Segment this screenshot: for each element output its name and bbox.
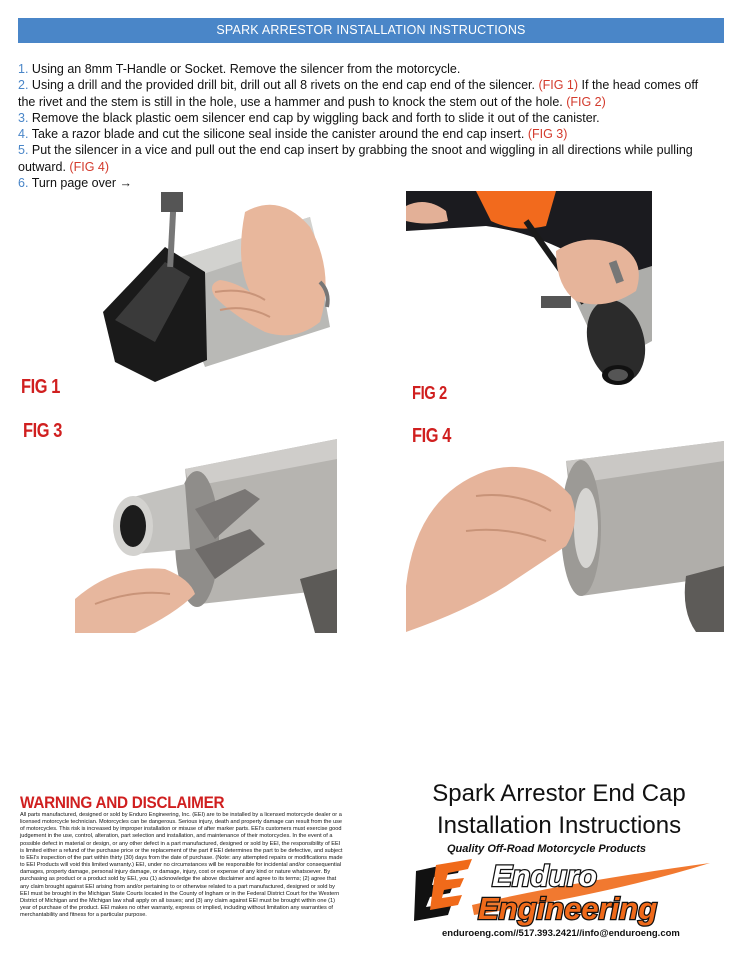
step-text: Put the silencer in a vice and pull out the end cap insert by grabbing the snoot and wiggling in all directions while pulling outward. — [18, 143, 693, 174]
warning-title: WARNING AND DISCLAIMER — [20, 793, 225, 812]
step-number: 3. — [18, 110, 29, 125]
fig1-photo — [95, 192, 337, 388]
enduro-engineering-logo — [414, 853, 712, 929]
brand-tagline: Quality Off-Road Motorcycle Products — [447, 843, 647, 855]
step-6 — [18, 175, 718, 191]
fig2-label: FIG 2 — [412, 383, 447, 403]
warning-body: All parts manufactured, designed or sold by Enduro Engineering, Inc. (EEI) are to be installed by a licensed motorcycle dealer or a licensed motorcycle technician. Motorcycles can be dangerous. Serious injury, death and property damage can result from the use of motorcycles. This risk is increased by improper installation or misuse of after marker parts. EEI's customers must exercise good judgement in the use, control, alteration, part selection and installation, and maintenance of their motorcycles. In the event of a possible defect in material or design, or any other defect in a part manufactured, designed or sold by EEI, the responsibility of EEI is limited either a refund of the purchase price or the replacement of the part if EEI determines the part to be defective, and subject to EEI's inspection of the part within thirty (30) days from the date of purchase. (Note: any attempted repairs or modifications made to EEI Products will void this limited warranty.) EEI, under no circumstances will be responsible for incidental and/or consequential damages, property damage, personal injury damage, or damage, injury, cost or expense of any kind or nature whatsoever. By purchasing as product or a product sold by EEI, you (1) acknowledge the above disclaimer and agree to its terms; (2) agree that any claim brought against EEI arising from and/or pertaining to or otherwise related to a part manufactured, designed or sold by EEI must be brought in the Michigan State Courts located in the County of Ingham or in the Federal District Court for the Western District of Michigan and the Michigan law shall apply on all issues; and (3) any claim against EEI must be brought within one (1) year of purchase of the product. EEI makes no other warranty, express or implied, including without limitation any warranties of merchantability and fitness for a particular purpose. — [20, 812, 343, 919]
step-number: 2. — [18, 78, 29, 93]
fig-reference: (FIG 1) — [538, 78, 579, 93]
step-text: Take a razor blade and cut the silicone seal inside the canister around the end cap insert. — [31, 127, 528, 142]
contact-info: enduroeng.com//517.393.2421//info@enduroeng.com — [442, 928, 680, 939]
step-4 — [18, 126, 718, 142]
document-title-line2: Installation Instructions — [436, 812, 682, 839]
fig4-photo — [406, 436, 724, 632]
fig-reference: (FIG 2) — [566, 94, 606, 109]
step-number: 5. — [18, 143, 29, 158]
step-number: 1. — [18, 62, 29, 76]
fig-reference: (FIG 4) — [69, 159, 110, 174]
logo-word-enduro: Enduro — [492, 860, 597, 893]
step-number: 6. — [18, 176, 29, 191]
page-header-bar — [18, 18, 724, 43]
step-text: Using a drill and the provided drill bit, drill out all 8 rivets on the end cap end of the silencer. — [31, 78, 539, 93]
page-header-title: SPARK ARRESTOR INSTALLATION INSTRUCTIONS — [216, 23, 526, 37]
logo-word-engineering: Engineering — [478, 891, 658, 926]
step-5 — [18, 142, 718, 175]
step-number: 4. — [18, 127, 29, 142]
fig1-label: FIG 1 — [21, 376, 60, 398]
step-text: Remove the black plastic oem silencer end cap by wiggling back and forth to slide it out of the canister. — [31, 110, 600, 125]
document-title — [400, 778, 718, 842]
step-text: If the head comes off the rivet and the stem is still in the hole, use a hammer and push to knock the stem out of the hole. — [18, 78, 699, 109]
step-1 — [18, 61, 718, 77]
step-text: Using an 8mm T-Handle or Socket. Remove the silencer from the motorcycle. — [31, 62, 461, 76]
step-3 — [18, 110, 718, 126]
step-text: Turn page over → — [31, 176, 132, 191]
fig3-label: FIG 3 — [23, 420, 62, 442]
fig4-label: FIG 4 — [412, 425, 451, 447]
document-title-line1: Spark Arrestor End Cap — [432, 780, 686, 807]
instruction-steps — [18, 61, 718, 191]
fig2-photo — [406, 191, 652, 387]
step-2 — [18, 77, 718, 110]
fig-reference: (FIG 3) — [527, 127, 568, 142]
fig3-photo — [75, 429, 337, 633]
